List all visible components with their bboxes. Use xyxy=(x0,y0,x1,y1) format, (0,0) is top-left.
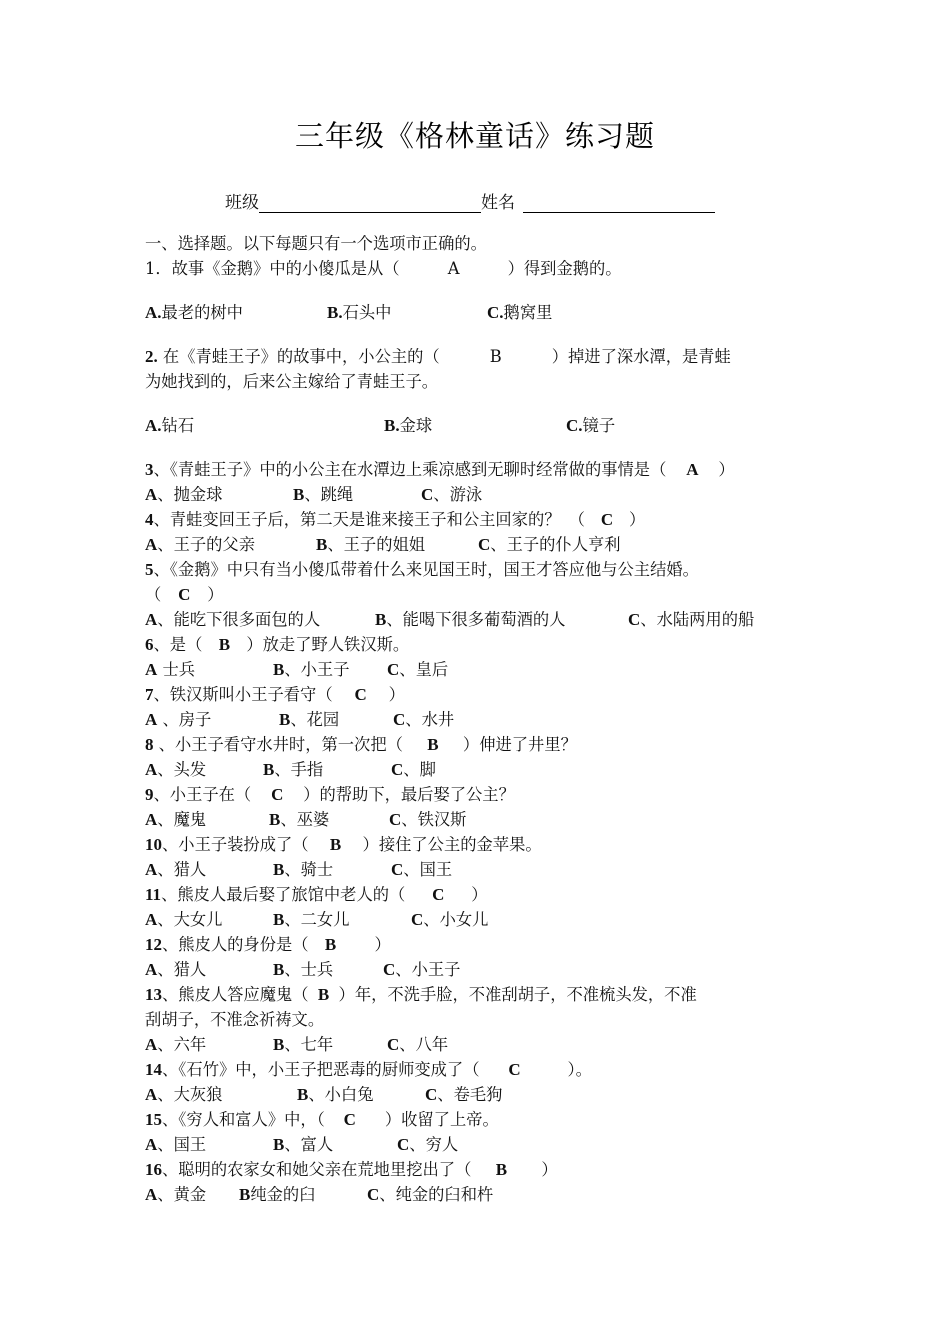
option-c xyxy=(397,1132,458,1157)
option-a xyxy=(145,857,273,882)
option-c xyxy=(367,1182,493,1207)
option-text: 、士兵 xyxy=(284,960,334,979)
question-text-end: ）接住了公主的金苹果。 xyxy=(362,835,542,854)
question-text: 、熊皮人答应魔鬼（ xyxy=(162,985,309,1004)
option-text: 、铁汉斯 xyxy=(401,810,467,829)
option-text: B xyxy=(239,1185,251,1204)
option-text: C xyxy=(397,1135,410,1154)
option-b xyxy=(279,707,393,732)
question-text: 、熊皮人最后娶了旅馆中老人的（ xyxy=(161,885,406,904)
option-a xyxy=(145,413,384,438)
question-16 xyxy=(145,1157,813,1182)
option-text: 镜子 xyxy=(582,416,616,435)
question-5-cont: （ C ） xyxy=(145,582,813,607)
option-c xyxy=(487,300,552,325)
answer: C xyxy=(508,1060,521,1079)
option-text: C xyxy=(425,1085,438,1104)
option-text: C xyxy=(391,860,404,879)
option-text: 、游泳 xyxy=(433,485,483,504)
option-text: 、能喝下很多葡萄酒的人 xyxy=(386,610,566,629)
question-2 xyxy=(145,344,813,369)
option-text: 、大灰狼 xyxy=(157,1085,223,1104)
option-text: A xyxy=(145,660,158,679)
option-text: 、花园 xyxy=(290,710,340,729)
question-number: 4 xyxy=(145,510,154,529)
option-text: A xyxy=(145,610,158,629)
option-text: B xyxy=(273,1135,285,1154)
question-text-end: ）的帮助下，最后娶了公主？ xyxy=(303,785,515,804)
option-text: C xyxy=(389,810,402,829)
options-11 xyxy=(145,907,813,932)
option-c xyxy=(391,857,452,882)
question-number: 7 xyxy=(145,685,154,704)
option-text: 、脚 xyxy=(403,760,436,779)
answer: B xyxy=(489,347,502,366)
question-text-end: ） xyxy=(628,510,646,529)
option-text: 、王子的姐姐 xyxy=(327,535,426,554)
question-9 xyxy=(145,782,813,807)
question-text-end: ） xyxy=(541,1160,558,1179)
option-b xyxy=(273,907,411,932)
option-text: 、八年 xyxy=(399,1035,449,1054)
option-c xyxy=(566,413,615,438)
answer: C xyxy=(600,510,614,529)
option-text: B xyxy=(293,485,305,504)
option-text: 、卷毛狗 xyxy=(437,1085,503,1104)
option-text: 士兵 xyxy=(157,660,196,679)
question-text-end: ） xyxy=(374,935,391,954)
option-b xyxy=(293,482,421,507)
option-text: B xyxy=(316,535,328,554)
question-number: 5 xyxy=(145,560,154,579)
question-text: 、《石竹》中，小王子把恶毒的厨师变成了（ xyxy=(162,1060,480,1079)
question-2-cont: 为她找到的，后来公主嫁给了青蛙王子。 xyxy=(145,372,439,391)
option-text: 、跳绳 xyxy=(304,485,354,504)
option-a xyxy=(145,607,375,632)
option-text: B xyxy=(263,760,275,779)
option-a xyxy=(145,1182,239,1207)
option-text: 、二女儿 xyxy=(284,910,350,929)
option-text: 、头发 xyxy=(157,760,207,779)
question-1 xyxy=(145,256,813,281)
option-a xyxy=(145,300,327,325)
option-text: C xyxy=(628,610,641,629)
option-text: 、王子的父亲 xyxy=(157,535,255,554)
option-a xyxy=(145,707,279,732)
option-c xyxy=(628,607,754,632)
option-text: 、七年 xyxy=(284,1035,334,1054)
page-title: 三年级《格林童话》练习题 xyxy=(294,119,655,153)
option-text: 、国王 xyxy=(403,860,453,879)
question-12 xyxy=(145,932,813,957)
question-text: 、青蛙变回王子后，第二天是谁来接王子和公主回家的？ （ xyxy=(153,510,585,529)
option-text: C xyxy=(393,710,406,729)
section-heading: 一、选择题。以下每题只有一个选项市正确的。 xyxy=(145,234,487,253)
option-a xyxy=(145,1082,297,1107)
option-b xyxy=(273,1032,387,1057)
option-c xyxy=(391,757,436,782)
option-a xyxy=(145,1032,273,1057)
question-4 xyxy=(145,507,813,532)
option-text: B xyxy=(273,910,285,929)
question-number: 16 xyxy=(145,1160,162,1179)
answer: C xyxy=(343,1110,356,1129)
option-text: 、巫婆 xyxy=(280,810,330,829)
question-text-end: ）放走了野人铁汉斯。 xyxy=(246,635,410,654)
question-11 xyxy=(145,882,813,907)
question-text: 、是（ xyxy=(153,635,203,654)
option-text: A xyxy=(145,1085,158,1104)
option-text: 、小王子 xyxy=(284,660,350,679)
question-14 xyxy=(145,1057,813,1082)
option-a xyxy=(145,1132,273,1157)
answer: B xyxy=(329,835,342,854)
option-text: C. xyxy=(487,303,504,322)
option-text: 金球 xyxy=(399,416,433,435)
option-text: C xyxy=(411,910,424,929)
option-text: 、手指 xyxy=(274,760,324,779)
option-text: 、穷人 xyxy=(409,1135,459,1154)
option-c xyxy=(383,957,460,982)
option-text: 石头中 xyxy=(342,303,392,322)
option-text: B. xyxy=(384,416,400,435)
option-text: B xyxy=(273,660,285,679)
option-text: 最老的树中 xyxy=(161,303,243,322)
option-text: 纯金的臼 xyxy=(250,1185,316,1204)
question-text-end: ）得到金鹅的。 xyxy=(507,259,622,278)
options-14 xyxy=(145,1082,813,1107)
answer: B xyxy=(218,635,231,654)
answer: A xyxy=(686,460,699,479)
question-text-end: ） xyxy=(388,685,405,704)
option-c xyxy=(387,657,448,682)
options-10 xyxy=(145,857,813,882)
option-text: B xyxy=(273,1035,285,1054)
options-7 xyxy=(145,707,813,732)
option-c xyxy=(389,807,466,832)
option-text: C xyxy=(387,1035,400,1054)
options-9 xyxy=(145,807,813,832)
question-number: 3 xyxy=(145,460,154,479)
option-text: 、大女儿 xyxy=(157,910,223,929)
option-text: C xyxy=(383,960,396,979)
option-text: 、六年 xyxy=(157,1035,207,1054)
answer: B xyxy=(495,1160,508,1179)
option-text: C xyxy=(387,660,400,679)
answer: B xyxy=(324,935,337,954)
option-a xyxy=(145,757,263,782)
option-text: A. xyxy=(145,303,162,322)
options-13 xyxy=(145,1032,813,1057)
option-text: B xyxy=(375,610,387,629)
question-number: 6 xyxy=(145,635,154,654)
option-a xyxy=(145,807,269,832)
option-text: C xyxy=(421,485,434,504)
option-text: 、抛金球 xyxy=(157,485,223,504)
option-text: B xyxy=(269,810,281,829)
answer: C xyxy=(178,585,191,604)
option-c xyxy=(393,707,454,732)
option-text: 、猎人 xyxy=(157,860,207,879)
option-text: A xyxy=(145,535,158,554)
option-text: B xyxy=(279,710,291,729)
options-8 xyxy=(145,757,813,782)
options-15 xyxy=(145,1132,813,1157)
option-b xyxy=(384,413,566,438)
question-number: 13 xyxy=(145,985,162,1004)
option-b xyxy=(327,300,487,325)
question-7 xyxy=(145,682,813,707)
option-text: 、黄金 xyxy=(157,1185,207,1204)
options-2 xyxy=(145,413,813,438)
question-text: 故事《金鹅》中的小傻瓜是从（ xyxy=(171,259,400,278)
question-13 xyxy=(145,982,813,1007)
option-text: B xyxy=(273,960,285,979)
option-a xyxy=(145,657,273,682)
option-text: A xyxy=(145,1135,158,1154)
option-text: A xyxy=(145,910,158,929)
question-text: 、小王子在（ xyxy=(153,785,252,804)
option-text: A xyxy=(145,810,158,829)
question-5 xyxy=(145,557,813,582)
option-text: A xyxy=(145,485,158,504)
question-number: 11 xyxy=(145,885,162,904)
option-text: A xyxy=(145,960,158,979)
option-text: 、骑士 xyxy=(284,860,334,879)
question-6 xyxy=(145,632,813,657)
question-8 xyxy=(145,732,813,757)
option-b xyxy=(297,1082,425,1107)
question-text: 、《穷人和富人》中，（ xyxy=(162,1110,325,1129)
student-info xyxy=(225,188,715,213)
option-c xyxy=(387,1032,448,1057)
option-text: B xyxy=(297,1085,309,1104)
options-1 xyxy=(145,300,813,325)
answer: C xyxy=(271,785,284,804)
name-label: 姓名 xyxy=(481,193,515,213)
question-number: 1． xyxy=(145,259,172,278)
option-text: 、能吃下很多面包的人 xyxy=(157,610,321,629)
options-12 xyxy=(145,957,813,982)
option-text: B. xyxy=(327,303,343,322)
question-text: 、熊皮人的身份是（ xyxy=(162,935,309,954)
option-text: C xyxy=(391,760,404,779)
class-blank xyxy=(259,192,481,213)
question-text: 、《青蛙王子》中的小公主在水潭边上乘凉感到无聊时经常做的事情是（ xyxy=(153,460,667,479)
class-label: 班级 xyxy=(225,193,259,213)
option-c xyxy=(425,1082,502,1107)
question-number: 10 xyxy=(145,835,162,854)
question-text-end: ）。 xyxy=(567,1060,592,1079)
option-c xyxy=(411,907,488,932)
option-text: A xyxy=(145,760,158,779)
options-5 xyxy=(145,607,813,632)
question-text: 、聪明的农家女和她父亲在荒地里挖出了（ xyxy=(162,1160,472,1179)
option-b xyxy=(273,957,383,982)
question-text: 、铁汉斯叫小王子看守（ xyxy=(153,685,333,704)
options-3 xyxy=(145,482,813,507)
option-text: 、水井 xyxy=(405,710,455,729)
question-number: 12 xyxy=(145,935,162,954)
option-text: A xyxy=(145,860,158,879)
option-text: B xyxy=(273,860,285,879)
option-text: A xyxy=(145,710,158,729)
option-c xyxy=(421,482,482,507)
question-text-end: ） xyxy=(718,460,735,479)
option-text: C xyxy=(367,1185,380,1204)
answer: A xyxy=(447,259,460,278)
option-b xyxy=(239,1182,367,1207)
option-text: A. xyxy=(145,416,162,435)
question-text: 、小王子看守水井时，第一次把（ xyxy=(153,735,403,754)
option-a xyxy=(145,957,273,982)
option-text: 、富人 xyxy=(284,1135,334,1154)
options-16 xyxy=(145,1182,813,1207)
option-a xyxy=(145,907,273,932)
question-number: 8 xyxy=(145,735,154,754)
option-a xyxy=(145,532,316,557)
question-text-end: ）年，不洗手脸，不准刮胡子，不准梳头发，不准 xyxy=(338,985,697,1004)
answer: B xyxy=(317,985,330,1004)
option-text: 、小王子 xyxy=(395,960,461,979)
question-text: 在《青蛙王子》的故事中，小公主的（ xyxy=(157,347,440,366)
option-text: 、国王 xyxy=(157,1135,207,1154)
question-text-end: ） xyxy=(471,885,488,904)
option-c xyxy=(478,532,621,557)
option-text: 、房子 xyxy=(157,710,212,729)
question-10 xyxy=(145,832,813,857)
option-text: C xyxy=(478,535,491,554)
option-text: 、魔鬼 xyxy=(157,810,207,829)
question-text-end: ）掉进了深水潭，是青蛙 xyxy=(551,347,731,366)
options-4 xyxy=(145,532,813,557)
option-b xyxy=(316,532,478,557)
option-a xyxy=(145,482,293,507)
question-number: 14 xyxy=(145,1060,162,1079)
option-text: C. xyxy=(566,416,583,435)
question-text-end: ）收留了上帝。 xyxy=(384,1110,499,1129)
option-text: A xyxy=(145,1035,158,1054)
option-text: 鹅窝里 xyxy=(503,303,553,322)
question-number: 15 xyxy=(145,1110,162,1129)
option-text: 、猎人 xyxy=(157,960,207,979)
options-6 xyxy=(145,657,813,682)
question-3 xyxy=(145,457,813,482)
question-text: 、小王子装扮成了（ xyxy=(162,835,309,854)
option-b xyxy=(273,657,387,682)
option-b xyxy=(375,607,628,632)
option-text: A xyxy=(145,1185,158,1204)
option-text: 、小女儿 xyxy=(423,910,489,929)
question-text: 、《金鹅》中只有当小傻瓜带着什么来见国王时，国王才答应他与公主结婚。 xyxy=(153,560,699,579)
questions xyxy=(145,231,813,1207)
option-text: 、皇后 xyxy=(399,660,449,679)
question-number: 9 xyxy=(145,785,154,804)
name-blank xyxy=(523,192,715,213)
question-15 xyxy=(145,1107,813,1132)
option-text: 钻石 xyxy=(161,416,195,435)
option-text: 、纯金的臼和杵 xyxy=(379,1185,494,1204)
option-text: 、小白兔 xyxy=(308,1085,374,1104)
option-b xyxy=(273,857,391,882)
option-text: 、水陆两用的船 xyxy=(640,610,755,629)
option-b xyxy=(273,1132,397,1157)
answer: C xyxy=(432,885,445,904)
option-text: 、王子的仆人亨利 xyxy=(490,535,621,554)
question-text-end: ）伸进了井里？ xyxy=(462,735,577,754)
option-b xyxy=(263,757,391,782)
answer: C xyxy=(354,685,367,704)
answer: B xyxy=(427,735,439,754)
question-number: 2. xyxy=(145,347,158,366)
question-13-cont: 刮胡子，不准念祈祷文。 xyxy=(145,1010,325,1029)
option-b xyxy=(269,807,389,832)
